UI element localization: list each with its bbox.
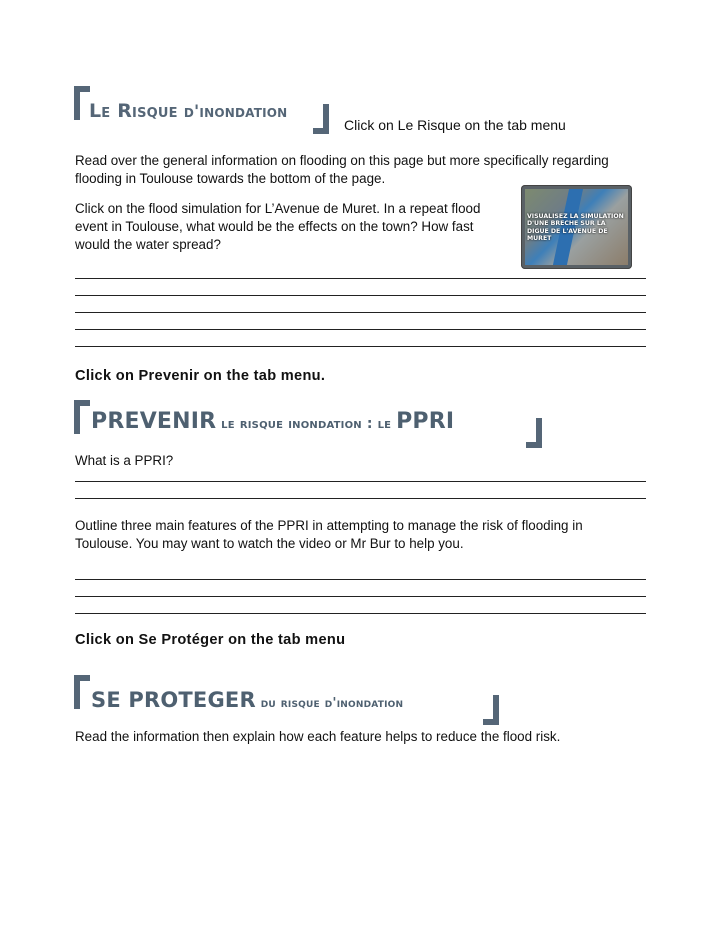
answer-line[interactable] [75, 498, 646, 499]
answer-line[interactable] [75, 596, 646, 597]
heading-main: Le Risque [89, 100, 178, 122]
question-line: Click on the flood simulation for L’Avenue de Muret. In a repeat flood [75, 201, 481, 216]
section-heading-le-risque [89, 100, 287, 122]
answer-line[interactable] [75, 278, 646, 279]
heading-bracket-open [74, 675, 90, 709]
section-heading-prevenir [91, 409, 454, 434]
heading-big2: PPRI [396, 409, 455, 434]
heading-small: du risque d'inondation [260, 695, 404, 711]
flood-simulation-thumbnail[interactable] [521, 185, 632, 269]
heading-bracket-open [74, 86, 90, 120]
heading-bracket-open [74, 400, 90, 434]
heading-big: SE PROTEGER [91, 688, 256, 712]
heading-rest: d'inondation [183, 102, 288, 122]
answer-line[interactable] [75, 579, 646, 580]
answer-line[interactable] [75, 329, 646, 330]
heading-small2: le [377, 416, 392, 432]
heading-bracket-close [313, 104, 329, 134]
heading-bracket-close [483, 695, 499, 725]
heading-small: le risque inondation : [221, 416, 373, 432]
paragraph-line: flooding in Toulouse towards the bottom of the page. [75, 171, 386, 186]
question-line: would the water spread? [75, 237, 221, 252]
instruction-le-risque: Click on Le Risque on the tab menu [344, 117, 566, 133]
instruction-prevenir: Click on Prevenir on the tab menu. [75, 368, 326, 384]
answer-line[interactable] [75, 613, 646, 614]
heading-bracket-close [526, 418, 542, 448]
section-heading-se-proteger [91, 688, 403, 712]
answer-line[interactable] [75, 312, 646, 313]
heading-big: PREVENIR [91, 409, 217, 434]
thumbnail-caption: VISUALISEZ LA SIMULATION D'UNE BRECHE SUR LA DIGUE DE L'AVENUE DE MURET [527, 213, 624, 243]
answer-line[interactable] [75, 295, 646, 296]
question-line: Toulouse. You may want to watch the video or Mr Bur to help you. [75, 536, 464, 551]
answer-line[interactable] [75, 346, 646, 347]
question-line: Outline three main features of the PPRI in attempting to manage the risk of flooding in [75, 518, 583, 533]
question-ppri: What is a PPRI? [75, 453, 174, 468]
question-line: event in Toulouse, what would be the effects on the town? How fast [75, 219, 474, 234]
paragraph-line: Read over the general information on flooding on this page but more specifically regarding [75, 153, 609, 168]
instruction-se-proteger: Click on Se Protéger on the tab menu [75, 632, 346, 648]
answer-line[interactable] [75, 481, 646, 482]
question-se-proteger: Read the information then explain how each feature helps to reduce the flood risk. [75, 729, 561, 744]
